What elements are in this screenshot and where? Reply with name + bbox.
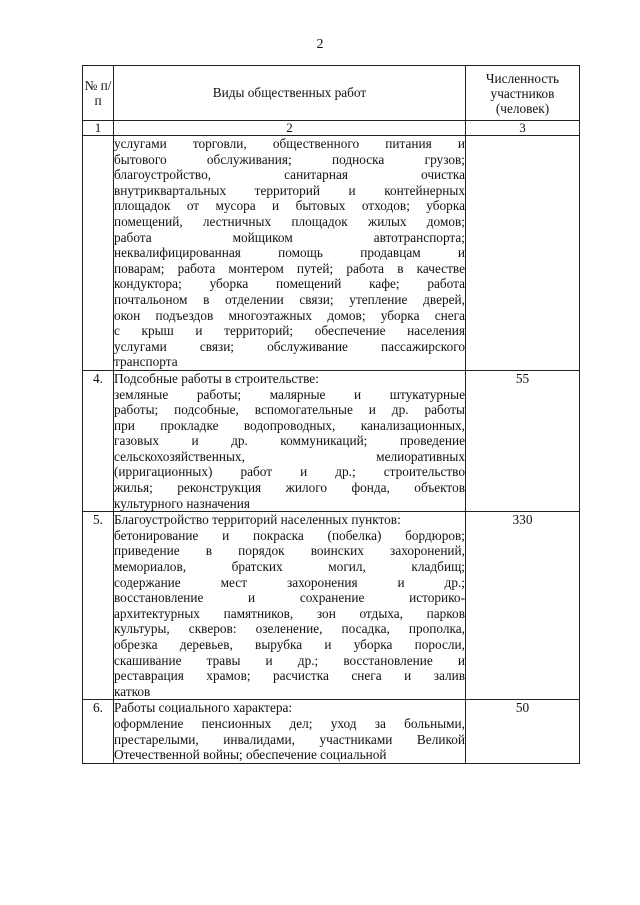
description-line: земляные работы; малярные и штукатурные bbox=[114, 386, 465, 402]
description-line: почтальоном в отделении связи; утепление дверей, bbox=[114, 291, 465, 307]
description-line: площадок от мусора и бытовых отходов; уборка bbox=[114, 198, 465, 214]
description-line: Отечественной войны; обеспечение социальной bbox=[114, 747, 387, 763]
description-line: с крыш и территорий; обеспечение населения bbox=[114, 323, 465, 339]
header-work-kinds: Виды общественных работ bbox=[114, 66, 466, 121]
table-row bbox=[83, 370, 580, 511]
description-line: благоустройство, санитарная очистка bbox=[114, 167, 465, 183]
work-description bbox=[114, 370, 466, 511]
description-line: бетонирование и покраска (побелка) бордюров; bbox=[114, 527, 465, 543]
public-works-table bbox=[82, 65, 580, 764]
work-description bbox=[114, 136, 466, 371]
description-line: восстановление и сохранение историко- bbox=[114, 590, 465, 606]
table-header-row bbox=[83, 66, 580, 121]
description-line: культурного назначения bbox=[114, 495, 251, 511]
column-index: 2 bbox=[114, 121, 466, 136]
work-description bbox=[114, 512, 466, 700]
description-line: внутриквартальных территорий и контейнерных bbox=[114, 182, 465, 198]
description-line: оформление пенсионных дел; уход за больными, bbox=[114, 715, 465, 731]
row-number: 6. bbox=[83, 700, 114, 763]
description-line: Работы социального характера: bbox=[114, 700, 293, 716]
description-line: архитектурных памятников, зон отдыха, парков bbox=[114, 605, 465, 621]
description-line: работы; подсобные, вспомогательные и др. работы bbox=[114, 402, 465, 418]
participants-count: 55 bbox=[466, 370, 580, 511]
column-index-row bbox=[83, 121, 580, 136]
description-line: реставрация храмов; расчистка снега и залив bbox=[114, 668, 465, 684]
description-line: поварам; работа монтером путей; работа в качестве bbox=[114, 260, 465, 276]
description-line: приведение в порядок воинских захоронений, bbox=[114, 543, 465, 559]
description-line: помещений, лестничных площадок жилых домов; bbox=[114, 213, 465, 229]
participants-count: 330 bbox=[466, 512, 580, 700]
description-line: сельскохозяйственных, мелиоративных bbox=[114, 448, 465, 464]
description-line: при прокладке водопроводных, канализационных, bbox=[114, 417, 465, 433]
description-line: услугами связи; обслуживание пассажирского bbox=[114, 338, 465, 354]
description-line: обрезка деревьев, вырубка и уборка поросли, bbox=[114, 637, 465, 652]
row-number: 5. bbox=[83, 512, 114, 700]
table-row bbox=[83, 136, 580, 371]
row-number bbox=[83, 136, 114, 371]
description-line: культуры, скверов: озеленение, посадка, прополка, bbox=[114, 621, 465, 637]
description-line: (ирригационных) работ и др.; строительство bbox=[114, 464, 465, 480]
header-participants: Численность участников (человек) bbox=[466, 66, 580, 121]
header-number: № п/п bbox=[83, 66, 114, 121]
description-line: работа мойщиком автотранспорта; bbox=[114, 229, 465, 245]
description-line: газовых и др. коммуникаций; проведение bbox=[114, 433, 465, 449]
participants-count: 50 bbox=[466, 700, 580, 763]
description-line: бытового обслуживания; подноска грузов; bbox=[114, 151, 465, 167]
description-line: катков bbox=[114, 683, 151, 699]
description-line: мемориалов, братских могил, кладбищ; bbox=[114, 559, 465, 575]
description-line: окон подъездов многоэтажных домов; уборка снега bbox=[114, 307, 465, 323]
description-line: транспорта bbox=[114, 354, 178, 370]
description-line: жилья; реконструкция жилого фонда, объектов bbox=[114, 480, 465, 496]
description-line: содержание мест захоронения и др.; bbox=[114, 574, 465, 590]
description-line: Подсобные работы в строительстве: bbox=[114, 370, 319, 386]
description-line: кондуктора; уборка помещений кафе; работа bbox=[114, 276, 465, 292]
column-index: 1 bbox=[83, 121, 114, 136]
column-index: 3 bbox=[466, 121, 580, 136]
participants-count bbox=[466, 136, 580, 371]
row-number: 4. bbox=[83, 370, 114, 511]
description-line: престарелыми, инвалидами, участниками Великой bbox=[114, 731, 465, 747]
table-row bbox=[83, 512, 580, 700]
table-row bbox=[83, 700, 580, 763]
description-line: Благоустройство территорий населенных пунктов: bbox=[114, 512, 401, 528]
description-line: услугами торговли, общественного питания и bbox=[114, 136, 465, 151]
page-number: 2 bbox=[316, 37, 324, 52]
description-line: неквалифицированная помощь продавцам и bbox=[114, 245, 465, 261]
description-line: скашивание травы и др.; восстановление и bbox=[114, 652, 465, 668]
work-description bbox=[114, 700, 466, 763]
